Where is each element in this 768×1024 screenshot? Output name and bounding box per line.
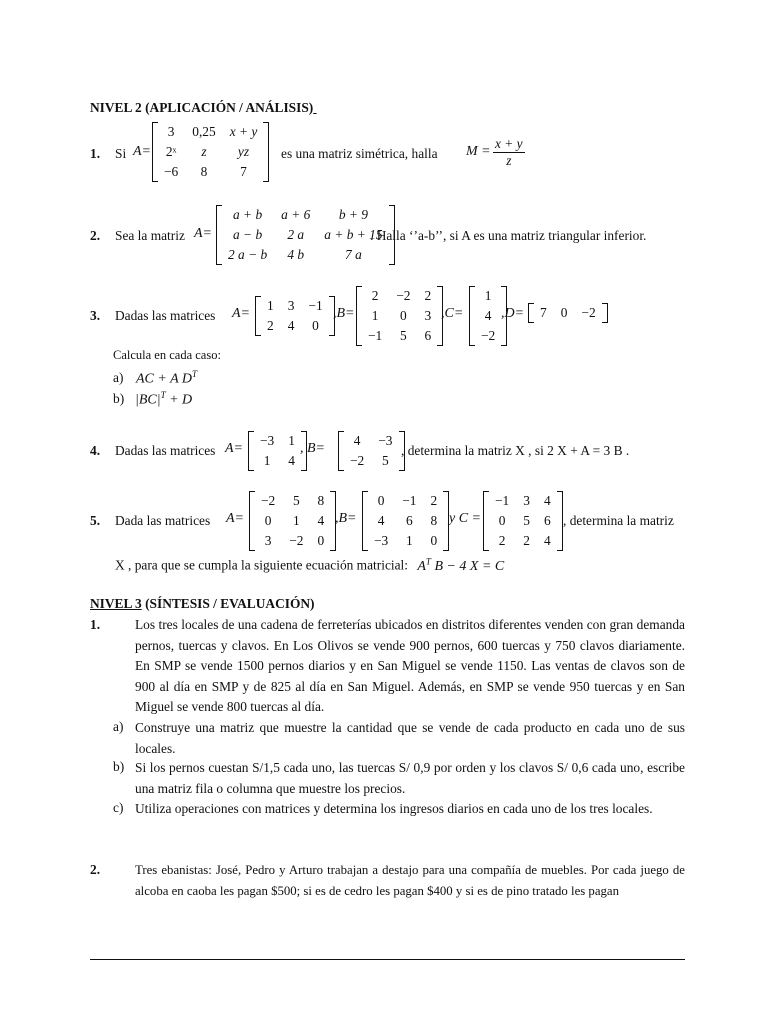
n3-p1-c-text: Utiliza operaciones con matrices y determina los ingresos diarios en cada uno de los tres locales. bbox=[135, 801, 653, 816]
p3-b-expr-1: |BC| bbox=[135, 392, 161, 408]
nivel2-heading-rest: (APLICACIÓN / ANÁLISIS) bbox=[145, 100, 314, 115]
p5-matrix-A-cell: −2 bbox=[261, 493, 276, 508]
p3-D-label: ,D= bbox=[501, 306, 525, 321]
p2-matrix-cell: 2 a − b bbox=[228, 247, 268, 262]
p3-matrix-B-cell: 2 bbox=[424, 288, 432, 303]
nivel3-heading bbox=[90, 596, 315, 612]
p5-matrix-B bbox=[362, 491, 449, 551]
n3-p1-a-text: Construye una matriz que muestre la cantidad que se vende de cada producto en cada uno de sus locales. bbox=[135, 720, 685, 756]
p5-line2-text: X , para que se cumpla la siguiente ecuación matricial: bbox=[115, 557, 408, 573]
p3-a-expr-main: AC + A D bbox=[136, 371, 192, 387]
p5-C-label: y C = bbox=[449, 511, 481, 526]
p1-number: 1. bbox=[90, 146, 101, 161]
p3-matrix-B-cell: −2 bbox=[396, 288, 411, 303]
p5-eq-2: B − 4 X = C bbox=[434, 558, 505, 574]
p3-matrix-A-cell: 2 bbox=[267, 318, 274, 333]
p1-matrix-cell: 0,25 bbox=[192, 124, 216, 139]
p3-matrix-B-cell: 5 bbox=[400, 328, 407, 343]
p3-matrix-C-cell: 1 bbox=[484, 288, 492, 303]
footer-rule bbox=[90, 959, 685, 960]
p3-number: 3. bbox=[90, 308, 101, 323]
p5-matrix-C bbox=[483, 491, 563, 551]
p3-B-label: ,B= bbox=[333, 306, 355, 321]
p5-matrix-C-cell: 4 bbox=[543, 533, 551, 548]
p3-C-label: ,C= bbox=[441, 306, 464, 321]
p5-matrix-C-cell: 2 bbox=[523, 533, 530, 548]
p1-text: es una matriz simétrica, halla bbox=[281, 146, 438, 161]
p4-matrix-A-cell: −3 bbox=[260, 433, 275, 448]
p2-matrix-cell: a + 6 bbox=[281, 207, 311, 222]
p4-matrix-B-cell: 5 bbox=[382, 453, 389, 468]
p5-number: 5. bbox=[90, 513, 101, 528]
p5-eq-sup: T bbox=[425, 556, 431, 566]
p4-matrix-B-cell: 4 bbox=[353, 433, 361, 448]
p5-matrix-A-cell: 3 bbox=[264, 533, 272, 548]
p4-matrix-B bbox=[338, 431, 405, 471]
p4-matrix-A-cell: 4 bbox=[288, 453, 295, 468]
p3-matrix-A-cell: −1 bbox=[308, 298, 323, 313]
p2-matrix-cell: 2 a bbox=[287, 227, 305, 242]
p2-matrix-cell: 7 a bbox=[345, 247, 362, 262]
p5-matrix-B-cell: 8 bbox=[430, 513, 438, 528]
p3-matrix-C-cell: 4 bbox=[484, 308, 492, 323]
n3-p2-body: Tres ebanistas: José, Pedro y Arturo trabajan a destajo para una compañía de muebles. Por cada juego de alcoba en caoba les pagan $500; si es de cedro les pagan $400 y si es de pino tratado les pagan bbox=[135, 863, 685, 898]
n3-p2-number: 2. bbox=[90, 862, 101, 877]
p3-matrix-B-cell: 3 bbox=[424, 308, 432, 323]
p4-B-label: , B= bbox=[300, 441, 325, 456]
p2-matrix bbox=[216, 205, 395, 265]
p2-number: 2. bbox=[90, 228, 101, 243]
p3-b-expr bbox=[135, 390, 192, 409]
p3-matrix-A-cell: 3 bbox=[287, 298, 295, 313]
p5-matrix-B-cell: 4 bbox=[377, 513, 385, 528]
p5-matrix-C-cell: 4 bbox=[543, 493, 551, 508]
n3-p1-body: Los tres locales de una cadena de ferreterías ubicados en distritos diferentes venden con gran demanda pernos, tuercas y clavos. En Los Olivos se vende 900 pernos, 600 tuercas y 750 clavos diariamente. En SMP se vende 1500 pernos diarios y en San Miguel se vende 1150. Las ventas de clavos son de 900 al día en SMP y de 825 al día en San Miguel. Además, en SMP se vende 950 tuercas y en San Miguel se vende 800 tuercas al día. bbox=[135, 617, 685, 714]
p5-matrix-B-cell: 2 bbox=[430, 493, 438, 508]
nivel3-heading-rest: (SÍNTESIS / EVALUACIÓN) bbox=[145, 596, 315, 611]
p5-matrix-A-cell: 4 bbox=[317, 513, 325, 528]
p1-M-denominator: z bbox=[506, 153, 512, 168]
p3-matrix-B-cell: 6 bbox=[424, 328, 432, 343]
p5-matrix-C-cell: 6 bbox=[543, 513, 551, 528]
p2-matrix-cell: a + b + 15 bbox=[324, 227, 383, 242]
p5-matrix-A-cell: −2 bbox=[289, 533, 304, 548]
p4-matrix-A-cell: 1 bbox=[263, 453, 271, 468]
p5-matrix-A-cell: 0 bbox=[264, 513, 272, 528]
p3-a-expr bbox=[136, 369, 197, 388]
p2-A-label: A= bbox=[194, 226, 212, 241]
p3-matrix-A-cell: 1 bbox=[267, 298, 274, 313]
p4-matrix-B-cell: −3 bbox=[378, 433, 393, 448]
p1-matrix-cell: x + y bbox=[229, 124, 258, 139]
p4-matrix-A bbox=[248, 431, 307, 471]
p3-matrix-D-cell: −2 bbox=[581, 305, 596, 320]
p5-matrix-A-cell: 0 bbox=[317, 533, 325, 548]
p5-matrix-A bbox=[249, 491, 336, 551]
p3-matrix-C-cell: −2 bbox=[481, 328, 496, 343]
nivel2-heading-bold: NIVEL 2 bbox=[90, 100, 142, 115]
p4-number: 4. bbox=[90, 443, 101, 458]
p1-matrix-cell: 7 bbox=[240, 164, 247, 179]
p2-text: . Halla ‘’a-b’’, si A es una matriz triangular inferior. bbox=[370, 228, 647, 243]
p3-matrix-B-cell: 0 bbox=[400, 308, 407, 323]
p5-matrix-A-cell: 5 bbox=[293, 493, 300, 508]
p5-matrix-A-cell: 8 bbox=[317, 493, 325, 508]
n3-p1-a-label: a) bbox=[113, 719, 124, 734]
p5-matrix-A-cell: 1 bbox=[293, 513, 300, 528]
p1-M-label: M = bbox=[466, 144, 491, 159]
p5-matrix-C-cell: 3 bbox=[523, 493, 530, 508]
p5-matrix-C-cell: 0 bbox=[498, 513, 506, 528]
p4-text: , determina la matriz X , si 2 X + A = 3 B . bbox=[401, 443, 630, 458]
p3-calc: Calcula en cada caso: bbox=[113, 348, 221, 362]
p2-matrix-cell: a − b bbox=[233, 227, 263, 242]
p5-matrix-B-cell: 0 bbox=[377, 493, 385, 508]
p3-b-label: b) bbox=[113, 391, 125, 406]
p4-matrix-B-cell: −2 bbox=[350, 453, 365, 468]
p1-matrix-cell: 8 bbox=[200, 164, 208, 179]
p5-matrix-B-cell: 0 bbox=[430, 533, 438, 548]
p3-matrix-B-cell: 1 bbox=[371, 308, 379, 323]
p5-eq-1: A bbox=[417, 558, 426, 574]
p4-intro: Dadas las matrices bbox=[115, 443, 216, 458]
n3-p1-c-label: c) bbox=[113, 800, 124, 815]
p3-matrix-A-cell: 0 bbox=[312, 318, 319, 333]
p3-a-sup: T bbox=[192, 369, 198, 379]
p3-matrix-D-cell: 0 bbox=[560, 305, 568, 320]
p5-text: , determina la matriz bbox=[563, 513, 674, 528]
p4-matrix-A-cell: 1 bbox=[288, 433, 295, 448]
p3-matrix-B-cell: 2 bbox=[371, 288, 379, 303]
p5-matrix-C-cell: 2 bbox=[498, 533, 506, 548]
p5-A-label: A= bbox=[226, 511, 244, 526]
p3-matrix-D bbox=[528, 303, 608, 323]
p5-intro: Dada las matrices bbox=[115, 513, 211, 528]
p3-b-sup: T bbox=[160, 390, 166, 400]
p4-A-label: A= bbox=[225, 441, 243, 456]
p5-B-label: ,B= bbox=[335, 511, 357, 526]
p3-matrix-A bbox=[255, 296, 335, 336]
n3-p1-number: 1. bbox=[90, 617, 101, 632]
p5-matrix-B-cell: 1 bbox=[406, 533, 413, 548]
p5-matrix-B-cell: 6 bbox=[406, 513, 413, 528]
p3-matrix-B bbox=[356, 286, 443, 346]
p1-si: Si bbox=[115, 146, 127, 161]
p2-matrix-cell: 4 b bbox=[287, 247, 305, 262]
p3-matrix-B-cell: −1 bbox=[368, 328, 383, 343]
nivel2-heading bbox=[90, 100, 317, 116]
p5-equation bbox=[417, 556, 505, 574]
p1-matrix-cell: z bbox=[201, 144, 207, 159]
p5-matrix-C-cell: 5 bbox=[523, 513, 530, 528]
p5-line2 bbox=[115, 556, 504, 575]
nivel3-heading-bold: NIVEL 3 bbox=[90, 596, 142, 611]
n3-p1-b-text: Si los pernos cuestan S/1,5 cada uno, las tuercas S/ 0,9 por orden y los clavos S/ 0,6 cada uno, escribe una matriz fila o columna que muestre los precios. bbox=[135, 760, 685, 796]
p1-matrix-cell: −6 bbox=[164, 164, 179, 179]
p2-intro: Sea la matriz bbox=[115, 228, 185, 243]
n3-p1-b-label: b) bbox=[113, 759, 125, 774]
p5-matrix-B-cell: −1 bbox=[402, 493, 417, 508]
p1-matrix-cell: 3 bbox=[167, 124, 175, 139]
p1-matrix-cell: yz bbox=[237, 144, 250, 159]
p1-matrix-cell: 2ˣ bbox=[165, 144, 177, 159]
p3-a-label: a) bbox=[113, 370, 124, 385]
p5-matrix-B-cell: −3 bbox=[374, 533, 389, 548]
p1-M-numerator: x + y bbox=[495, 136, 523, 151]
p3-matrix-A-cell: 4 bbox=[287, 318, 295, 333]
p3-matrix-D-cell: 7 bbox=[540, 305, 547, 320]
p1-matrix bbox=[152, 122, 269, 182]
p1-A-label: A= bbox=[133, 144, 151, 159]
p3-A-label: A= bbox=[232, 306, 250, 321]
p2-matrix-cell: b + 9 bbox=[338, 207, 368, 222]
p2-matrix-cell: a + b bbox=[233, 207, 263, 222]
p1-M-fraction bbox=[493, 136, 525, 169]
p3-b-expr-2: + D bbox=[169, 392, 193, 408]
p3-intro: Dadas las matrices bbox=[115, 308, 216, 323]
p5-matrix-C-cell: −1 bbox=[495, 493, 510, 508]
